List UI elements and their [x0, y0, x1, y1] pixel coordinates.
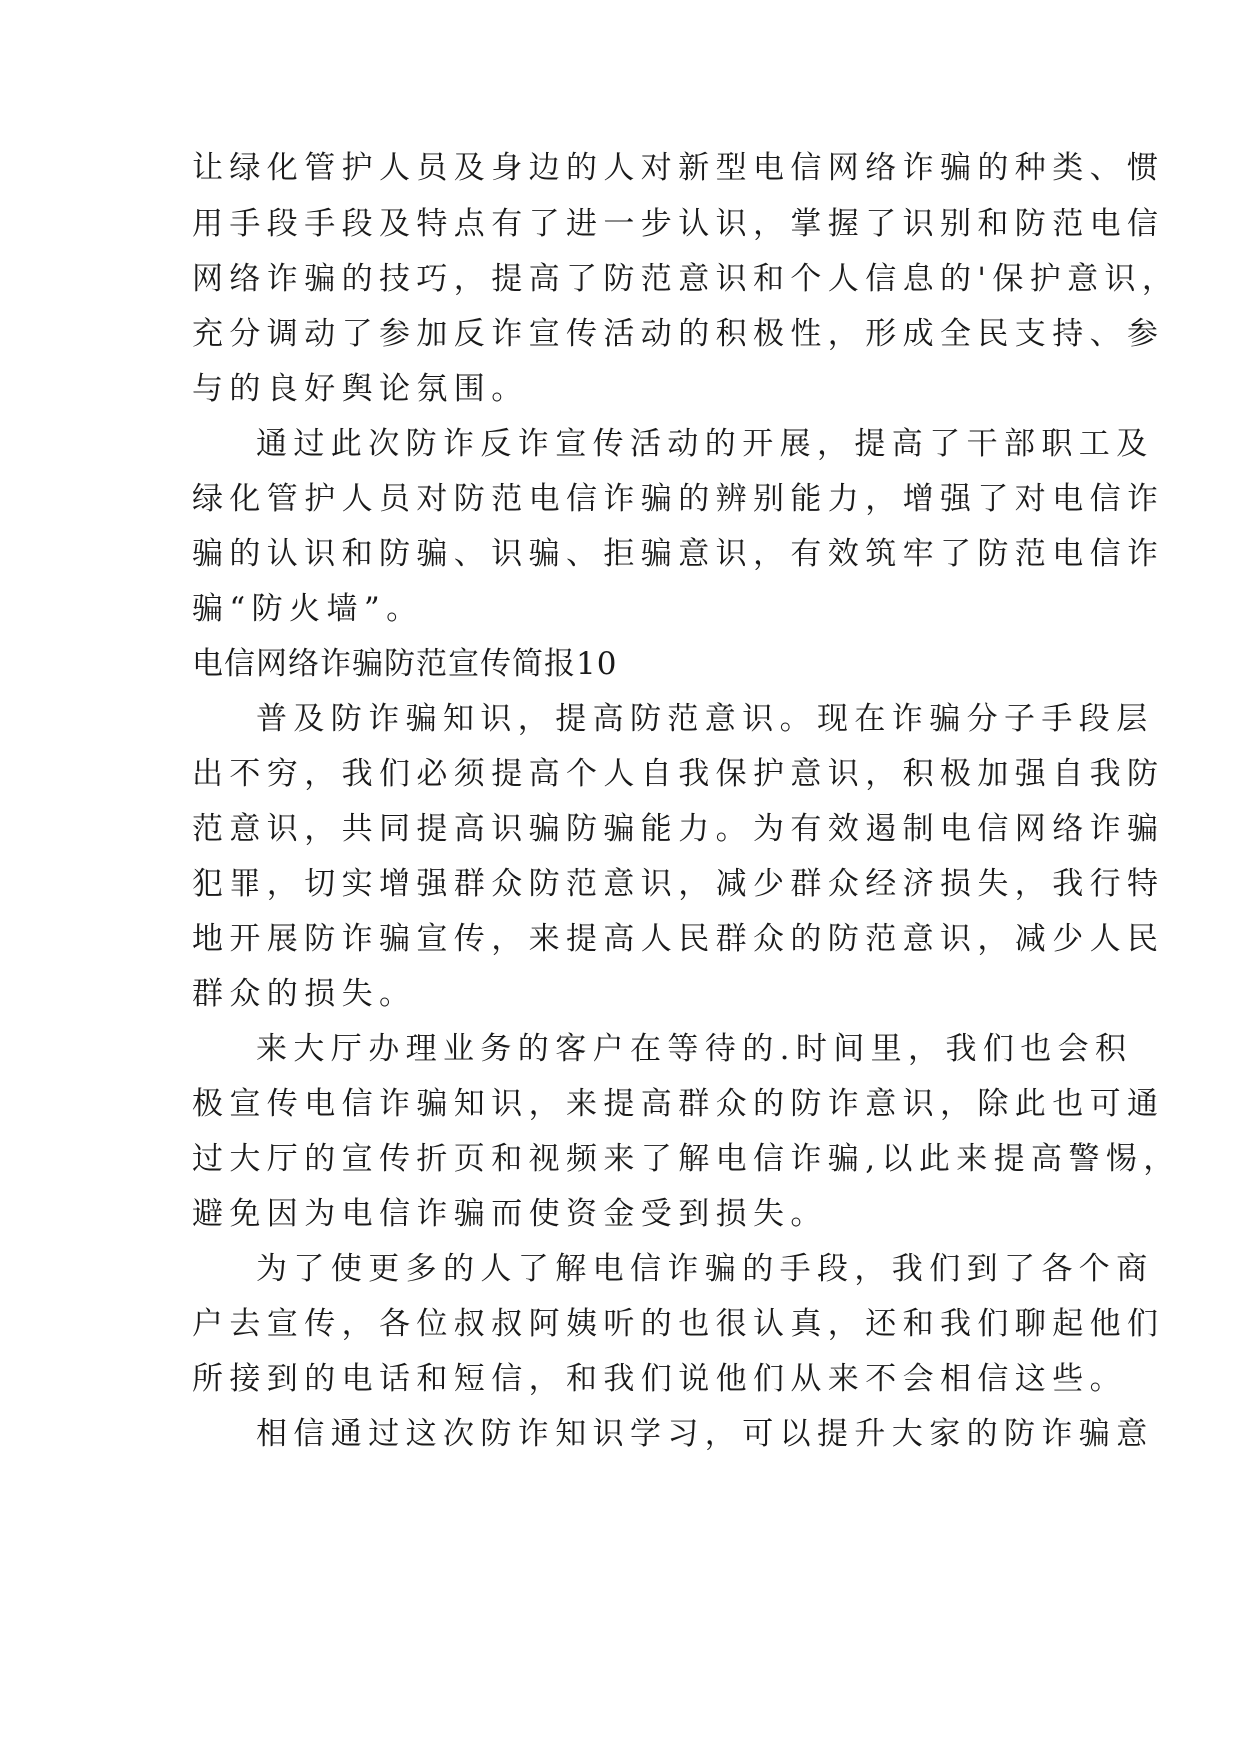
text-line: 相信通过这次防诈知识学习，可以提升大家的防诈骗意 — [256, 1416, 1154, 1452]
text-line: 所接到的电话和短信，和我们说他们从来不会相信这些。 — [192, 1361, 1127, 1397]
section-title: 电信网络诈骗防范宣传简报10 — [192, 646, 618, 682]
text-line: 来大厅办理业务的客户在等待的.时间里，我们也会积 — [256, 1031, 1133, 1067]
text-line: 过大厅的宣传折页和视频来了解电信诈骗,以此来提高警惕， — [192, 1141, 1181, 1177]
text-line: 出不穷，我们必须提高个人自我保护意识，积极加强自我防 — [192, 756, 1165, 792]
text-line: 极宣传电信诈骗知识，来提高群众的防诈意识，除此也可通 — [192, 1086, 1165, 1122]
text-line: 绿化管护人员对防范电信诈骗的辨别能力，增强了对电信诈 — [192, 481, 1165, 517]
text-line: 用手段手段及特点有了进一步认识，掌握了识别和防范电信 — [192, 206, 1165, 242]
text-line: 地开展防诈骗宣传，来提高人民群众的防范意识，减少人民 — [192, 921, 1165, 957]
text-line: 骗的认识和防骗、识骗、拒骗意识，有效筑牢了防范电信诈 — [192, 536, 1165, 572]
text-line: 让绿化管护人员及身边的人对新型电信网络诈骗的种类、惯 — [192, 150, 1165, 186]
text-line: 群众的损失。 — [192, 976, 417, 1012]
text-line: 犯罪，切实增强群众防范意识，减少群众经济损失，我行特 — [192, 866, 1165, 902]
text-line: 网络诈骗的技巧，提高了防范意识和个人信息的'保护意识， — [192, 261, 1180, 297]
text-line: 骗“防火墙”。 — [192, 591, 424, 627]
text-line: 与的良好舆论氛围。 — [192, 371, 529, 407]
text-line: 通过此次防诈反诈宣传活动的开展，提高了干部职工及 — [256, 426, 1154, 462]
text-line: 充分调动了参加反诈宣传活动的积极性，形成全民支持、参 — [192, 316, 1165, 352]
text-line: 范意识，共同提高识骗防骗能力。为有效遏制电信网络诈骗 — [192, 811, 1165, 847]
text-line: 户去宣传，各位叔叔阿姨听的也很认真，还和我们聊起他们 — [192, 1306, 1165, 1342]
text-line: 普及防诈骗知识，提高防范意识。现在诈骗分子手段层 — [256, 701, 1154, 737]
text-line: 为了使更多的人了解电信诈骗的手段，我们到了各个商 — [256, 1251, 1154, 1287]
text-line: 避免因为电信诈骗而使资金受到损失。 — [192, 1196, 828, 1232]
